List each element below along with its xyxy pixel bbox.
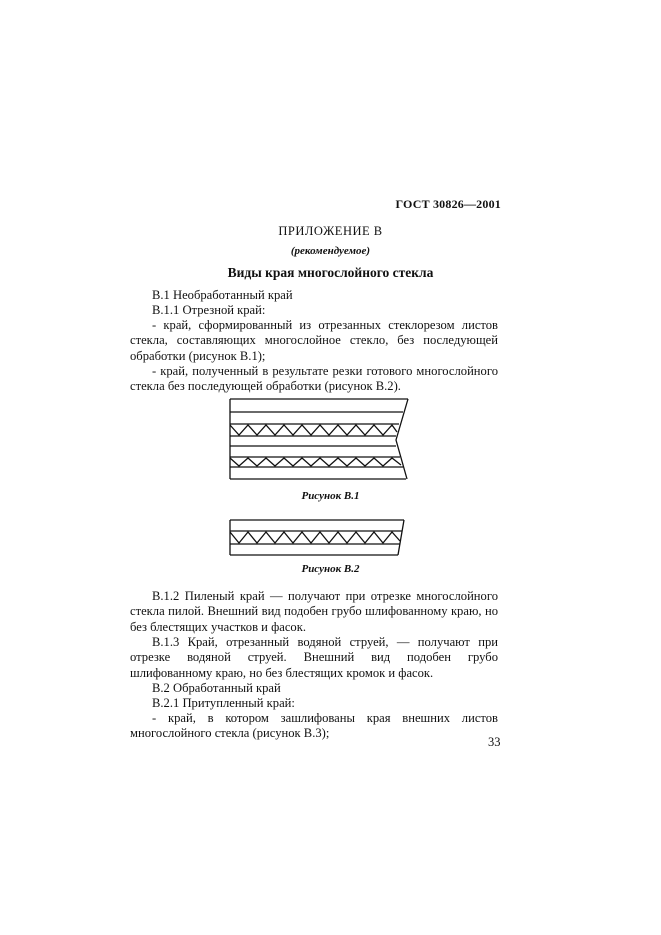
section-b2-1: В.2.1 Притупленный край: (152, 696, 295, 710)
section-b1-1-item-b: - край, полученный в результате резки готового многослойного стекла без последующей обработки (рисунок В.2). (130, 364, 498, 394)
figure-b1-caption: Рисунок В.1 (301, 490, 360, 502)
section-b1-2: В.1.2 Пиленый край — получают при отрезке многослойного стекла пилой. Внешний вид подобен грубо шлифованному краю, но без блестящих участков и фасок. (130, 589, 498, 634)
section-b1-1: В.1.1 Отрезной край: (152, 303, 266, 317)
section-b1: В.1 Необработанный край (152, 288, 293, 302)
page-number: 33 (488, 735, 501, 749)
section-b1-3: В.1.3 Край, отрезанный водяной струей, — получают при отрезке водяной струей. Внешний вид подобен грубо шлифованному краю, но без блестящих кромок и фасок. (130, 635, 498, 680)
appendix-title: ПРИЛОЖЕНИЕ В (278, 224, 383, 238)
appendix-heading: Виды края многослойного стекла (227, 265, 434, 280)
section-b1-1-item-a: - край, сформированный из отрезанных стеклорезом листов стекла, составляющих многослойное стекло, без последующей обработки (рисунок В.1); (130, 318, 498, 363)
section-b2: В.2 Обработанный край (152, 681, 281, 695)
figure-b2-caption: Рисунок В.2 (301, 563, 360, 575)
appendix-status: (рекомендуемое) (290, 245, 371, 257)
standard-number: ГОСТ 30826—2001 (395, 197, 501, 211)
section-b2-1-item-a: - край, в котором зашлифованы края внешних листов многослойного стекла (рисунок В.3); (130, 711, 498, 741)
